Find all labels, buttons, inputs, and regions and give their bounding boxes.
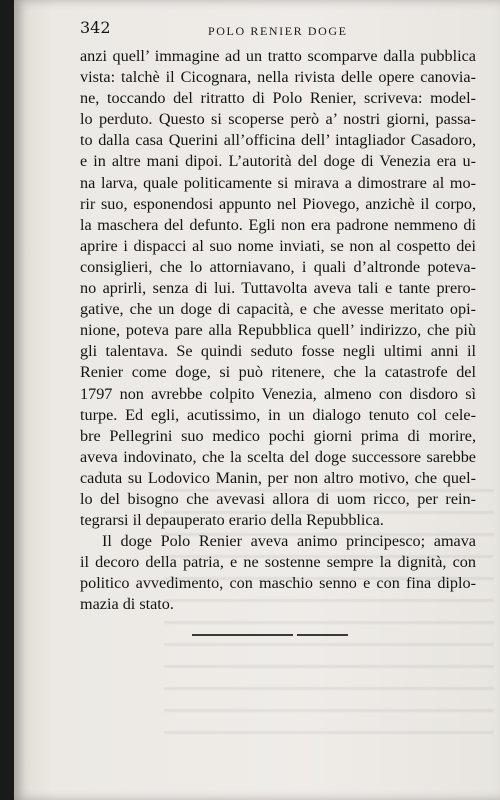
text-line: Il doge Polo Renier aveva animo principesco; amava [102,532,476,551]
text-line: ne, toccando del ritratto di Polo Renier, scriveva: model- [80,89,476,108]
paragraph [80,531,476,615]
text-line: anzi quell’ immagine ad un tratto scomparve dalla pubblica [80,47,476,65]
running-head: POLO RENIER DOGE [208,24,348,38]
text-line: na larva, quale politicamente si mirava a dimostrare al mo- [80,173,476,192]
text-line: lo del bisogno che avevasi allora di uom ricco, per rein- [80,489,476,508]
text-line: bre Pellegrini suo medico pochi giorni prima di morire, [80,426,476,445]
text-line: aveva indovinato, che la scelta del doge successore sarebbe [80,447,476,466]
book-page [14,0,500,800]
page-number: 342 [80,18,111,37]
page-header [80,18,480,40]
text-line: gative, che un doge di capacità, e che avesse meritato opi- [80,300,476,319]
text-line: lo perduto. Questo si scoperse però a’ nostri giorni, passa- [80,110,476,129]
text-line: gli talentava. Se quindi seduto fosse negli ultimi anni il [80,342,476,361]
text-line: vista: talchè il Cicognara, nella rivista delle opere canovia- [80,68,476,87]
text-line: mazia di stato. [80,595,174,614]
section-end-rule [192,634,348,636]
text-line: caduta su Lodovico Manin, per non altro motivo, che quel- [80,468,476,487]
text-line: 1797 non avrebbe colpito Venezia, almeno con disdoro sì [80,384,476,403]
text-line: Renier come doge, si può ritenere, che la catastrofe del [80,363,476,382]
text-line: e in altre mani dipoi. L’autorità del doge di Venezia era u- [80,152,476,171]
text-line: no aprirli, senza di lui. Tuttavolta aveva tali e tante prero- [80,279,476,298]
text-line: turpe. Ed egli, acutissimo, in un dialogo tenuto col cele- [80,405,476,424]
text-line: il decoro della patria, e ne sostenne sempre la dignità, con [80,553,476,572]
body-text [80,46,476,616]
text-line: la maschera del defunto. Egli non era padrone nemmeno di [80,215,476,234]
text-line: consiglieri, che lo attorniavano, i quali d’altronde poteva- [80,257,476,276]
paragraph [80,46,476,531]
text-line: aprire i dispacci al suo nome inviati, se non al cospetto dei [80,236,476,255]
text-line: to dalla casa Querini all’officina dell’ intagliador Casadoro, [80,131,476,150]
text-line: nione, poteva pare alla Repubblica quell’ indirizzo, che più [80,321,476,340]
text-line: tegrarsi il depauperato erario della Repubblica. [80,511,384,530]
text-line: politico avvedimento, con maschio senno e con fina diplo- [80,574,476,593]
text-line: rir suo, esponendosi appunto nel Piovego, anzichè il corpo, [80,194,476,213]
